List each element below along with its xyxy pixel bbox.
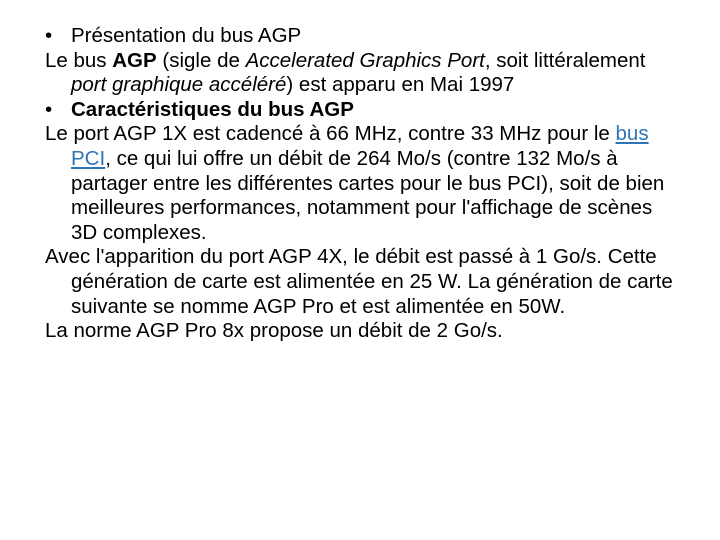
paragraph-agp-1x (45, 122, 680, 245)
intro-text-2: (sigle de (156, 48, 246, 72)
bus-pci-link[interactable]: bus PCI (71, 122, 649, 170)
bullet-dot: • (45, 97, 53, 121)
intro-text-4: ) est apparu en Mai 1997 (286, 73, 515, 97)
paragraph-intro (45, 49, 680, 98)
bullet-caracteristiques-text: Caractéristiques du bus AGP (71, 97, 354, 121)
intro-text-3: , soit littéralement (484, 48, 646, 72)
paragraph-agp-4x: Avec l'apparition du port AGP 4X, le débit est passé à 1 Go/s. Cette génération de carte est alimentée en 25 W. La génération de carte suivante se nomme AGP Pro et est alimentée en 50W. (45, 245, 673, 318)
bullet-caracteristiques (45, 98, 680, 123)
intro-text-1: Le bus (45, 48, 113, 72)
agp-1x-text-1: Le port AGP 1X est cadencé à 66 MHz, contre 33 MHz pour le (45, 122, 616, 146)
bullet-dot: • (45, 24, 53, 47)
intro-french-name: port graphique accéléré (71, 73, 287, 97)
bullet-presentation-text: Présentation du bus AGP (71, 24, 302, 47)
intro-agp-bold: AGP (112, 48, 157, 72)
intro-english-name: Accelerated Graphics Port (245, 48, 485, 72)
bullet-presentation (45, 24, 680, 49)
paragraph-agp-pro-8x: La norme AGP Pro 8x propose un débit de 2 Go/s. (45, 319, 503, 343)
agp-1x-text-2: , ce qui lui offre un débit de 264 Mo/s (contre 132 Mo/s à partager entre les différentes cartes pour le bus PCI), soit de bien meilleures performances, notamment pour l'affichage de scènes 3D complexes. (71, 146, 665, 244)
